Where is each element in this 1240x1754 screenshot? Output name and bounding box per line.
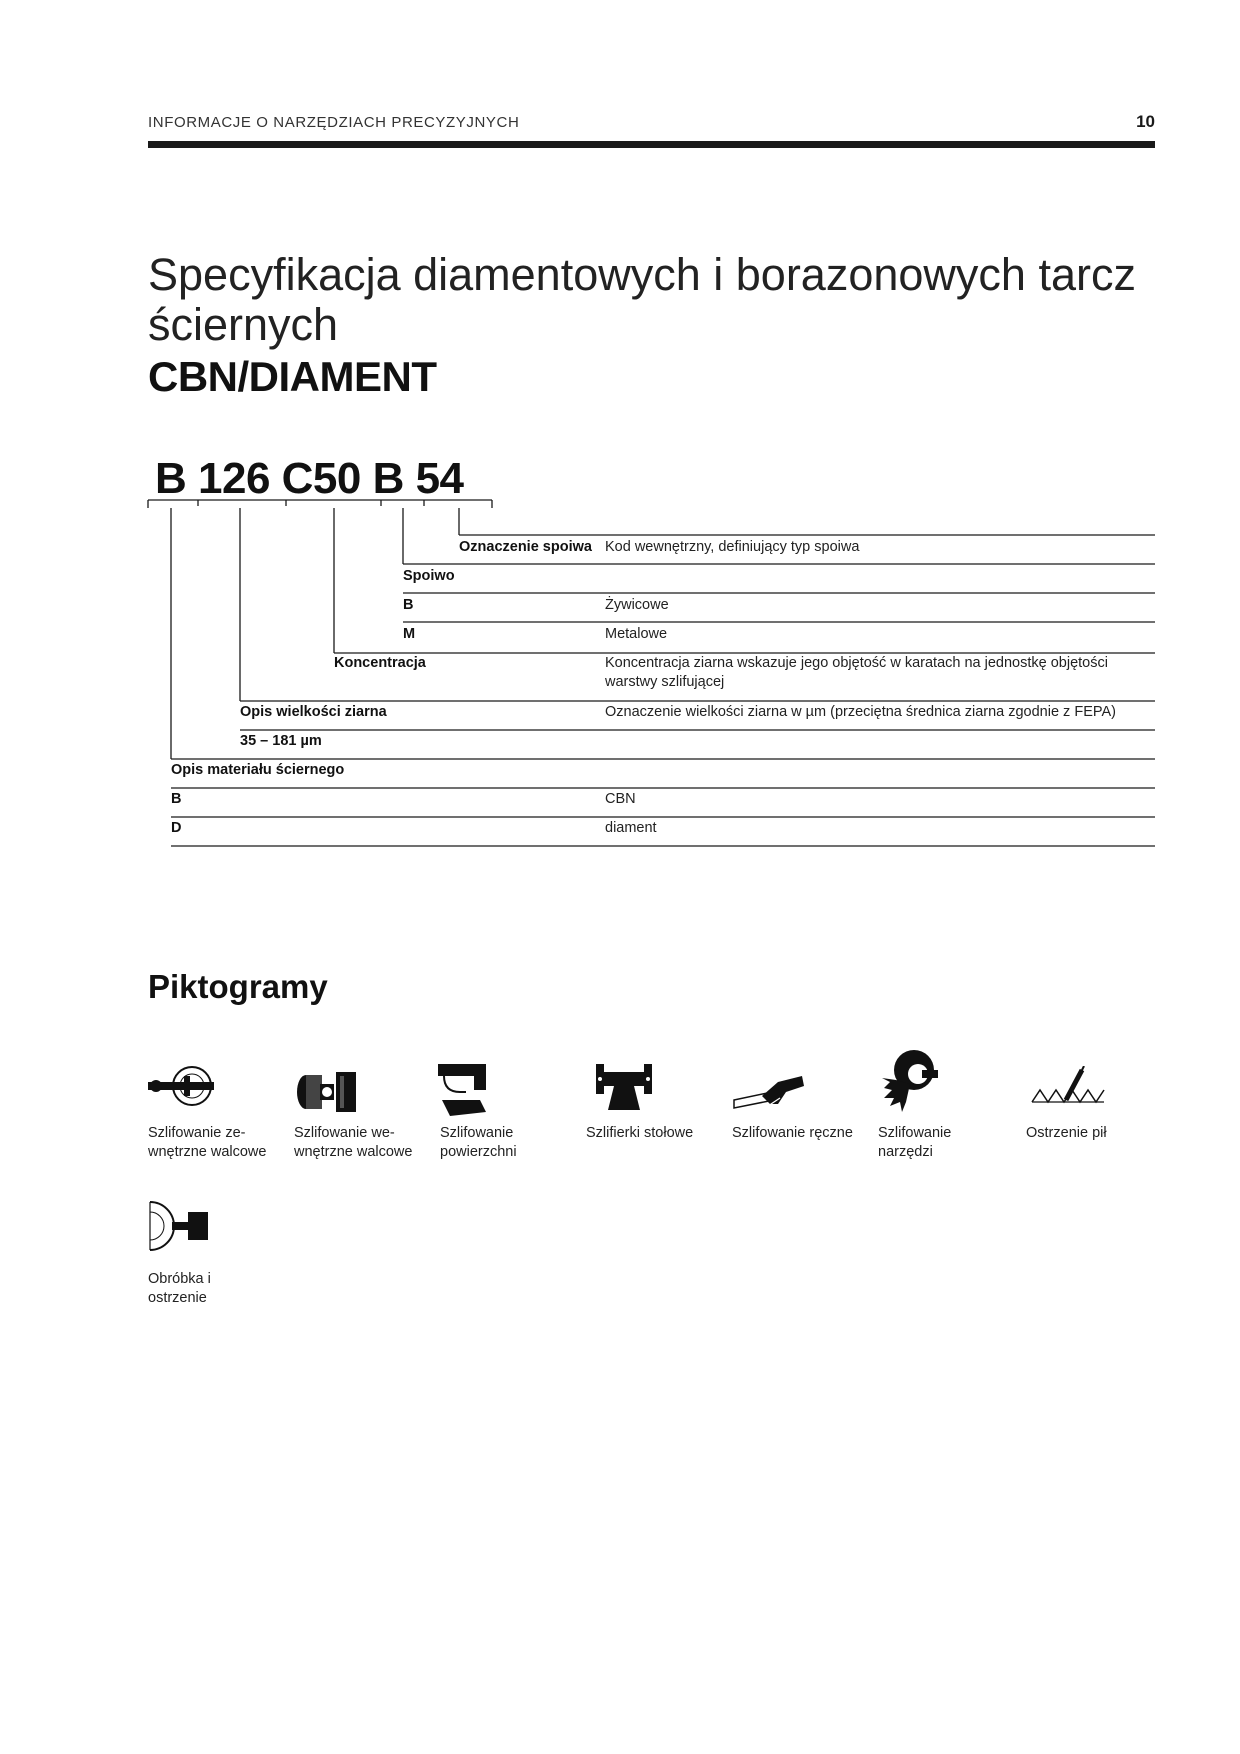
- pictogram-label: Szlifowanie we- wnętrzne walcowe: [294, 1125, 413, 1160]
- tool-grinding-icon: [880, 1048, 940, 1114]
- pictogram-label: Szlifowanie powierzchni: [440, 1125, 517, 1160]
- bond-label: Spoiwo: [403, 568, 455, 584]
- machining-sharpening-icon: [148, 1198, 212, 1256]
- pictogram-label: Szlifowanie narzędzi: [878, 1125, 952, 1160]
- concentration-desc: Koncentracja ziarna wskazuje jego objętość w karatach na jednostkę objętości warstwy szlifującej: [605, 655, 1108, 690]
- pictogram-label: Szlifowanie ze- wnętrzne walcowe: [148, 1125, 267, 1160]
- concentration-label: Koncentracja: [334, 655, 426, 671]
- bench-grinder-icon: [594, 1060, 654, 1114]
- saw-sharpening-icon: [1030, 1066, 1106, 1108]
- abrasive-d-label: D: [171, 820, 182, 836]
- internal-cylindrical-grinding-icon: [294, 1070, 360, 1114]
- bond-m-desc: Metalowe: [605, 626, 668, 642]
- pictogram-label: Szlifowanie ręczne: [732, 1125, 853, 1141]
- spec-code: B 126 C50 B 54: [155, 454, 464, 503]
- running-header: INFORMACJE O NARZĘDZIACH PRECYZYJNYCH: [148, 114, 520, 131]
- pictogram-label: Szlifierki stołowe: [586, 1125, 694, 1141]
- external-cylindrical-grinding-icon: [148, 1058, 218, 1114]
- bond-code-desc: Kod wewnętrzny, definiujący typ spoiwa: [605, 539, 860, 555]
- abrasive-label: Opis materiału ściernego: [171, 762, 345, 778]
- bond-code-label: Oznaczenie spoiwa: [459, 539, 592, 555]
- surface-grinding-icon: [436, 1062, 496, 1118]
- page-number: 10: [1136, 112, 1155, 131]
- bond-m-label: M: [403, 626, 416, 642]
- page-subtitle: CBN/DIAMENT: [148, 353, 437, 400]
- grain-range-label: 35 – 181 µm: [240, 733, 322, 749]
- bond-b-label: B: [403, 597, 414, 613]
- abrasive-d-desc: diament: [605, 820, 657, 836]
- bond-b-desc: Żywicowe: [605, 597, 669, 613]
- pictogram-label: Ostrzenie pił: [1026, 1125, 1107, 1141]
- pictograms-title: Piktogramy: [148, 968, 328, 1005]
- abrasive-b-desc: CBN: [605, 791, 636, 807]
- hand-grinding-icon: [732, 1070, 806, 1114]
- page-title: Specyfikacja diamentowych i borazonowych tarcz ściernych: [148, 249, 1136, 350]
- grain-size-desc: Oznaczenie wielkości ziarna w µm (przeciętna średnica ziarna zgodnie z FEPA): [605, 704, 1116, 720]
- abrasive-b-label: B: [171, 791, 182, 807]
- grain-size-label: Opis wielkości ziarna: [240, 704, 387, 720]
- pictogram-label: Obróbka i ostrzenie: [148, 1271, 211, 1306]
